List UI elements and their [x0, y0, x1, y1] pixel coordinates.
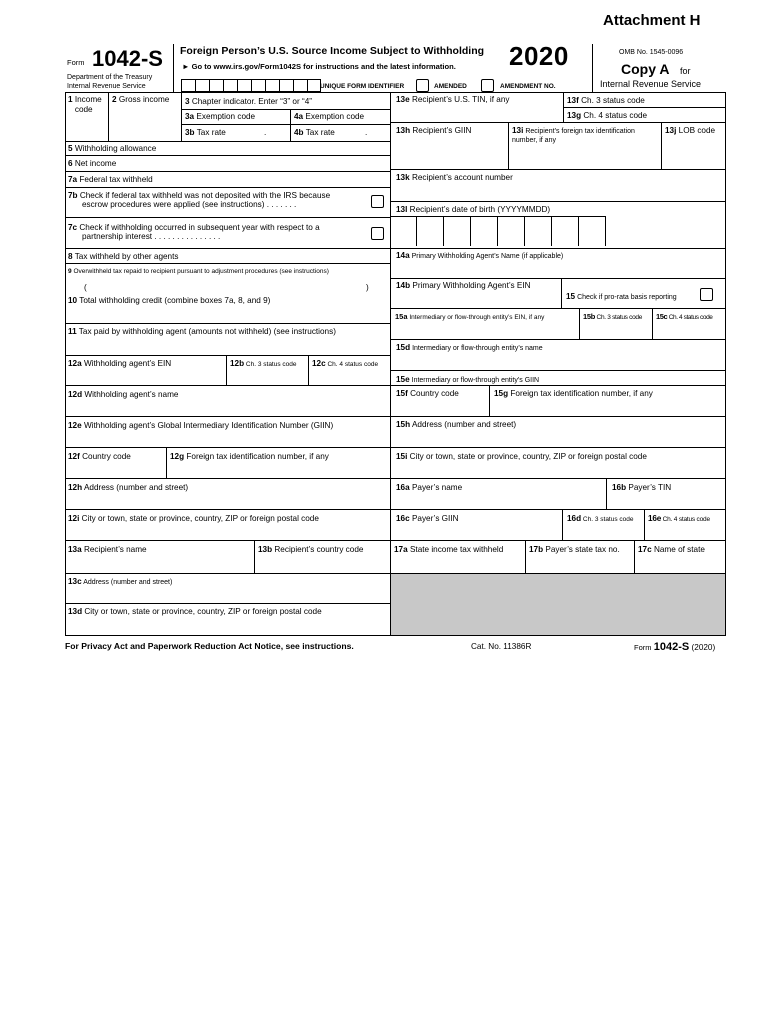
box-12i-label: 12i City or town, state or province, country, ZIP or foreign postal code	[68, 514, 319, 523]
unique-form-identifier-cell[interactable]	[223, 79, 237, 92]
copy-for: for	[680, 66, 691, 76]
box-8-label: 8 Tax withheld by other agents	[68, 252, 179, 261]
date-of-birth-cell[interactable]	[444, 216, 471, 246]
box-12d-label: 12d Withholding agent’s name	[68, 390, 179, 399]
unique-form-identifier-cell[interactable]	[195, 79, 209, 92]
dept-line2: Internal Revenue Service	[67, 83, 146, 90]
unique-form-identifier-cell[interactable]	[251, 79, 265, 92]
box-13b-label: 13b Recipient’s country code	[258, 545, 364, 554]
box-2-label: 2 Gross income	[112, 95, 170, 104]
form-title: Foreign Person’s U.S. Source Income Subject to Withholding	[180, 45, 485, 57]
box-9-label: 9 Overwithheld tax repaid to recipient pursuant to adjustment procedures (see instructions)	[68, 268, 329, 275]
box-12c-label: 12c Ch. 4 status code	[312, 359, 379, 368]
amended-label: AMENDED	[434, 83, 467, 90]
box-12b-label: 12b Ch. 3 status code	[230, 359, 297, 368]
box-7b-label: 7b Check if federal tax withheld was not deposited with the IRS because	[68, 191, 331, 200]
box-17b-label: 17b Payer’s state tax no.	[529, 545, 620, 554]
box-13g-label: 13g Ch. 4 status code	[567, 111, 648, 120]
box-15d-label: 15d Intermediary or flow-through entity’s name	[396, 343, 543, 352]
box-15i-label: 15i City or town, state or province, country, ZIP or foreign postal code	[396, 452, 647, 461]
date-of-birth-cell[interactable]	[417, 216, 444, 246]
unique-form-identifier-cell[interactable]	[307, 79, 321, 92]
box-15-label: 15 Check if pro-rata basis reporting	[566, 292, 677, 301]
box-15f-label: 15f Country code	[396, 389, 459, 398]
unique-form-identifier-cell[interactable]	[293, 79, 307, 92]
amendment-number-box[interactable]	[481, 79, 494, 92]
box-13l-label: 13l Recipient’s date of birth (YYYYMMDD)	[396, 205, 551, 214]
box-5-label: 5 Withholding allowance	[68, 144, 157, 153]
date-of-birth-cell[interactable]	[552, 216, 579, 246]
box-1-label: 1 Income code	[68, 95, 102, 114]
date-of-birth-cell[interactable]	[471, 216, 498, 246]
date-of-birth-cell[interactable]	[498, 216, 525, 246]
tax-year: 2020	[509, 41, 569, 71]
box-16a-label: 16a Payer’s name	[396, 483, 463, 492]
box-15e-label: 15e Intermediary or flow-through entity’s GIIN	[396, 375, 540, 384]
box-16d-label: 16d Ch. 3 status code	[567, 514, 634, 523]
footer-form-id: Form 1042-S (2020)	[634, 641, 716, 653]
box-13j-label: 13j LOB code	[665, 126, 716, 135]
box-15g-label: 15g Foreign tax identification number, if any	[494, 389, 653, 398]
box-12g-label: 12g Foreign tax identification number, if any	[170, 452, 329, 461]
box-13c-label: 13c Address (number and street)	[68, 577, 173, 586]
form-number: 1042-S	[92, 46, 163, 71]
form-label: Form	[67, 58, 85, 67]
box-7b-checkbox[interactable]	[371, 195, 384, 208]
box-4b-label: 4b Tax rate	[294, 128, 335, 137]
box-12e-label: 12e Withholding agent’s Global Intermediary Identification Number (GIIN)	[68, 421, 334, 430]
box-17c-label: 17c Name of state	[638, 545, 705, 554]
box-4a-label: 4a Exemption code	[294, 112, 365, 121]
box-13a-label: 13a Recipient’s name	[68, 545, 147, 554]
unique-form-identifier-label: UNIQUE FORM IDENTIFIER	[320, 83, 405, 90]
box-15h-label: 15h Address (number and street)	[396, 420, 517, 429]
box-15-checkbox[interactable]	[700, 288, 713, 301]
box-10-label: 10 Total withholding credit (combine boxes 7a, 8, and 9)	[68, 296, 271, 305]
box-7b-label-line2: escrow procedures were applied (see instructions) . . . . . . .	[82, 200, 297, 209]
box-17a-label: 17a State income tax withheld	[394, 545, 504, 554]
box-13e-label: 13e Recipient’s U.S. TIN, if any	[396, 95, 510, 104]
unique-form-identifier-cell[interactable]	[279, 79, 293, 92]
box-9-paren-close: )	[366, 283, 369, 292]
unique-form-identifier-cell[interactable]	[181, 79, 195, 92]
amended-checkbox[interactable]	[416, 79, 429, 92]
box-7a-label: 7a Federal tax withheld	[68, 175, 153, 184]
box-13d-label: 13d City or town, state or province, country, ZIP or foreign postal code	[68, 607, 322, 616]
unique-form-identifier-cell[interactable]	[265, 79, 279, 92]
box-3a-label: 3a Exemption code	[185, 112, 256, 121]
box-7c-label: 7c Check if withholding occurred in subsequent year with respect to a	[68, 223, 320, 232]
box-13k-label: 13k Recipient’s account number	[396, 173, 513, 182]
box-14a-label: 14a Primary Withholding Agent’s Name (if applicable)	[396, 251, 564, 260]
box-13h-label: 13h Recipient’s GIIN	[396, 126, 472, 135]
shaded-area	[391, 574, 725, 635]
attachment-title: Attachment H	[603, 12, 701, 29]
box-15b-label: 15b Ch. 3 status code	[583, 312, 643, 321]
copy-irs: Internal Revenue Service	[600, 79, 702, 89]
omb-number: OMB No. 1545-0096	[619, 49, 684, 56]
box-12h-label: 12h Address (number and street)	[68, 483, 189, 492]
copy-label: Copy A	[621, 61, 670, 77]
box-4b-decimal: .	[365, 128, 368, 137]
box-12a-label: 12a Withholding agent’s EIN	[68, 359, 172, 368]
date-of-birth-cell[interactable]	[579, 216, 606, 246]
goto-instructions: ► Go to www.irs.gov/Form1042S for instructions and the latest information.	[182, 62, 456, 71]
box-13f-label: 13f Ch. 3 status code	[567, 96, 645, 105]
unique-form-identifier-cell[interactable]	[209, 79, 223, 92]
box-11-label: 11 Tax paid by withholding agent (amounts not withheld) (see instructions)	[68, 327, 336, 336]
box-3b-decimal: .	[264, 128, 267, 137]
dept-line1: Department of the Treasury	[67, 74, 153, 81]
box-7c-checkbox[interactable]	[371, 227, 384, 240]
date-of-birth-cell[interactable]	[525, 216, 552, 246]
box-15c-label: 15c Ch. 4 status code	[656, 312, 713, 321]
catalog-number: Cat. No. 11386R	[471, 642, 532, 651]
box-13i-label: 13i Recipient’s foreign tax identification number, if any	[512, 126, 635, 144]
box-16c-label: 16c Payer’s GIIN	[396, 514, 459, 523]
box-15a-label: 15a Intermediary or flow-through entity’s EIN, if any	[395, 312, 545, 321]
box-16b-label: 16b Payer’s TIN	[612, 483, 672, 492]
date-of-birth-cell[interactable]	[390, 216, 417, 246]
box-14b-label: 14b Primary Withholding Agent’s EIN	[396, 281, 531, 290]
box-9-paren-open: (	[84, 283, 87, 292]
box-16e-label: 16e Ch. 4 status code	[648, 514, 710, 523]
box-3b-label: 3b Tax rate	[185, 128, 226, 137]
box-6-label: 6 Net income	[68, 159, 117, 168]
privacy-notice: For Privacy Act and Paperwork Reduction Act Notice, see instructions.	[65, 641, 354, 651]
unique-form-identifier-cell[interactable]	[237, 79, 251, 92]
box-3-label: 3 Chapter indicator. Enter “3” or “4”	[185, 97, 312, 106]
amendment-no-label: AMENDMENT NO.	[500, 83, 556, 90]
box-12f-label: 12f Country code	[68, 452, 131, 461]
box-7c-label-line2: partnership interest . . . . . . . . . . . . . . .	[82, 232, 221, 241]
